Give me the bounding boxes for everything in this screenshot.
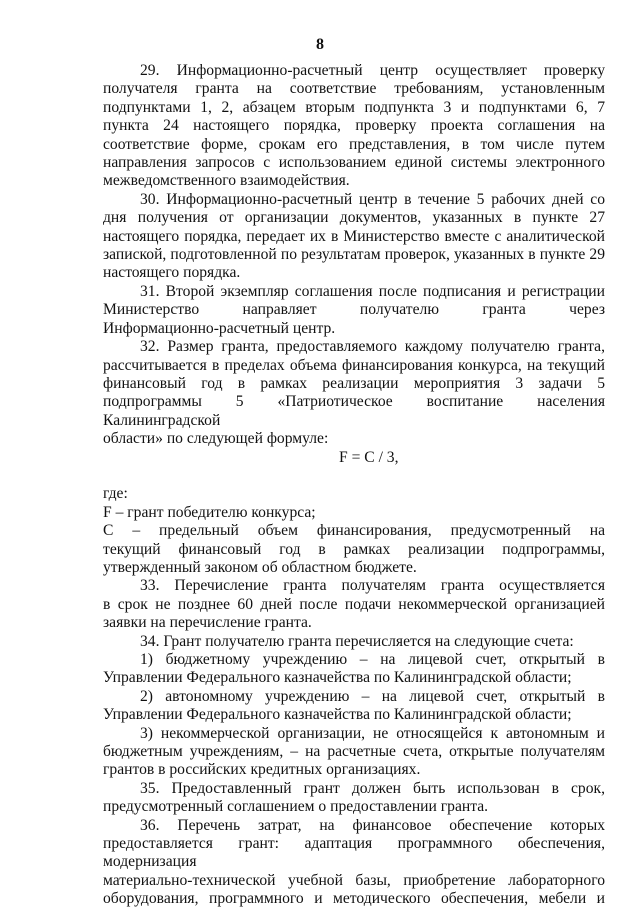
text-line: настоящего порядка. bbox=[103, 264, 241, 282]
text-line: предоставляется грант: адаптация программного обеспечения, модернизация bbox=[103, 835, 605, 871]
text-line: заявки на перечисление гранта. bbox=[103, 614, 312, 632]
list-item bbox=[103, 725, 605, 780]
text-line: 32. Размер гранта, предоставляемого каждому получателю гранта, bbox=[140, 338, 605, 356]
text-line: настоящего порядка, передает их в Министерство вместе с аналитической bbox=[103, 227, 605, 245]
text-line: 30. Информационно-расчетный центр в течение 5 рабочих дней со bbox=[140, 190, 605, 208]
text-line: 2) автономному учреждению – на лицевой счет, открытый в bbox=[140, 687, 605, 705]
text-line: текущий финансовый год в рамках реализации подпрограммы, bbox=[103, 540, 605, 558]
paragraph-33 bbox=[103, 577, 605, 632]
paragraph-30 bbox=[103, 191, 605, 283]
text-line: предусмотренный соглашением о предоставлении гранта. bbox=[103, 798, 489, 816]
text-line: Управлении Федерального казначейства по Калининградской области; bbox=[103, 706, 572, 724]
paragraph-36 bbox=[103, 817, 605, 909]
text-line: подпунктами 1, 2, абзацем вторым подпункта 3 и подпунктами 6, 7 bbox=[103, 98, 605, 116]
text-line: бюджетным учреждениям, – на расчетные счета, открытые получателям bbox=[103, 743, 605, 761]
text-line: межведомственного взаимодействия. bbox=[103, 172, 350, 190]
list-item bbox=[103, 688, 605, 725]
where-label: где: bbox=[103, 485, 128, 503]
text-line: рассчитывается в пределах объема финансирования конкурса, на текущий bbox=[103, 356, 605, 374]
text-line: 29. Информационно-расчетный центр осуществляет проверку bbox=[140, 62, 605, 79]
text-line: направления запросов с использованием единой системы электронного bbox=[103, 154, 605, 172]
text-line: Управлении Федерального казначейства по Калининградской области; bbox=[103, 669, 572, 687]
text-line: подпрограммы 5 «Патриотическое воспитание населения Калининградской bbox=[103, 393, 605, 429]
text-line: 35. Предоставленный грант должен быть использован в срок, bbox=[140, 779, 605, 797]
formula-definitions bbox=[103, 485, 605, 577]
paragraph-34 bbox=[103, 633, 605, 780]
document-body bbox=[103, 62, 605, 909]
text-line: запиской, подготовленной по результатам проверок, указанных в пункте 29 bbox=[103, 246, 605, 264]
definition-c: С – предельный объем финансирования, предусмотренный на bbox=[103, 522, 605, 540]
text-line: 36. Перечень затрат, на финансовое обеспечение которых bbox=[140, 816, 605, 834]
text-line: пункта 24 настоящего порядка, проверку проекта соглашения на bbox=[103, 117, 605, 135]
text-line: дня получения от организации документов, указанных в пункте 27 bbox=[103, 209, 605, 227]
text-line: 3) некоммерческой организации, не относящейся к автономным и bbox=[140, 724, 605, 742]
paragraph-35 bbox=[103, 780, 605, 817]
text-line: грантов в российских кредитных организациях. bbox=[103, 761, 421, 779]
text-line: 1) бюджетному учреждению – на лицевой счет, открытый в bbox=[140, 650, 605, 668]
text-line: 31. Второй экземпляр соглашения после подписания и регистрации bbox=[140, 282, 605, 300]
paragraph-32 bbox=[103, 338, 605, 448]
text-line: получателя гранта на соответствие требованиям, установленным bbox=[103, 80, 605, 98]
text-line: утвержденный законом об областном бюджете. bbox=[103, 558, 417, 576]
text-line: оборудования, программного и методического обеспечения, мебели и bbox=[103, 890, 605, 908]
definition-f: F – грант победителю конкурса; bbox=[103, 503, 316, 521]
text-line: соответствие форме, срокам его представления, в том числе путем bbox=[103, 135, 605, 153]
text-line: финансовый год в рамках реализации мероприятия 3 задачи 5 bbox=[103, 374, 605, 392]
text-line: 33. Перечисление гранта получателям гранта осуществляется bbox=[140, 577, 605, 595]
paragraph-29 bbox=[103, 62, 605, 191]
formula: F = C / 3, bbox=[339, 448, 399, 466]
text-line: Информационно-расчетный центр. bbox=[103, 319, 336, 337]
page-number: 8 bbox=[316, 36, 324, 53]
text-line: области» по следующей формуле: bbox=[103, 430, 329, 448]
text-line: в срок не позднее 60 дней после подачи некоммерческой организацией bbox=[103, 595, 605, 613]
spacer bbox=[103, 467, 605, 485]
paragraph-31 bbox=[103, 283, 605, 338]
text-line: 34. Грант получателю гранта перечисляется на следующие счета: bbox=[140, 632, 574, 650]
text-line: Министерство направляет получателю гранта через bbox=[103, 301, 605, 319]
list-item bbox=[103, 651, 605, 688]
text-line: материально-технической учебной базы, приобретение лабораторного bbox=[103, 871, 605, 889]
